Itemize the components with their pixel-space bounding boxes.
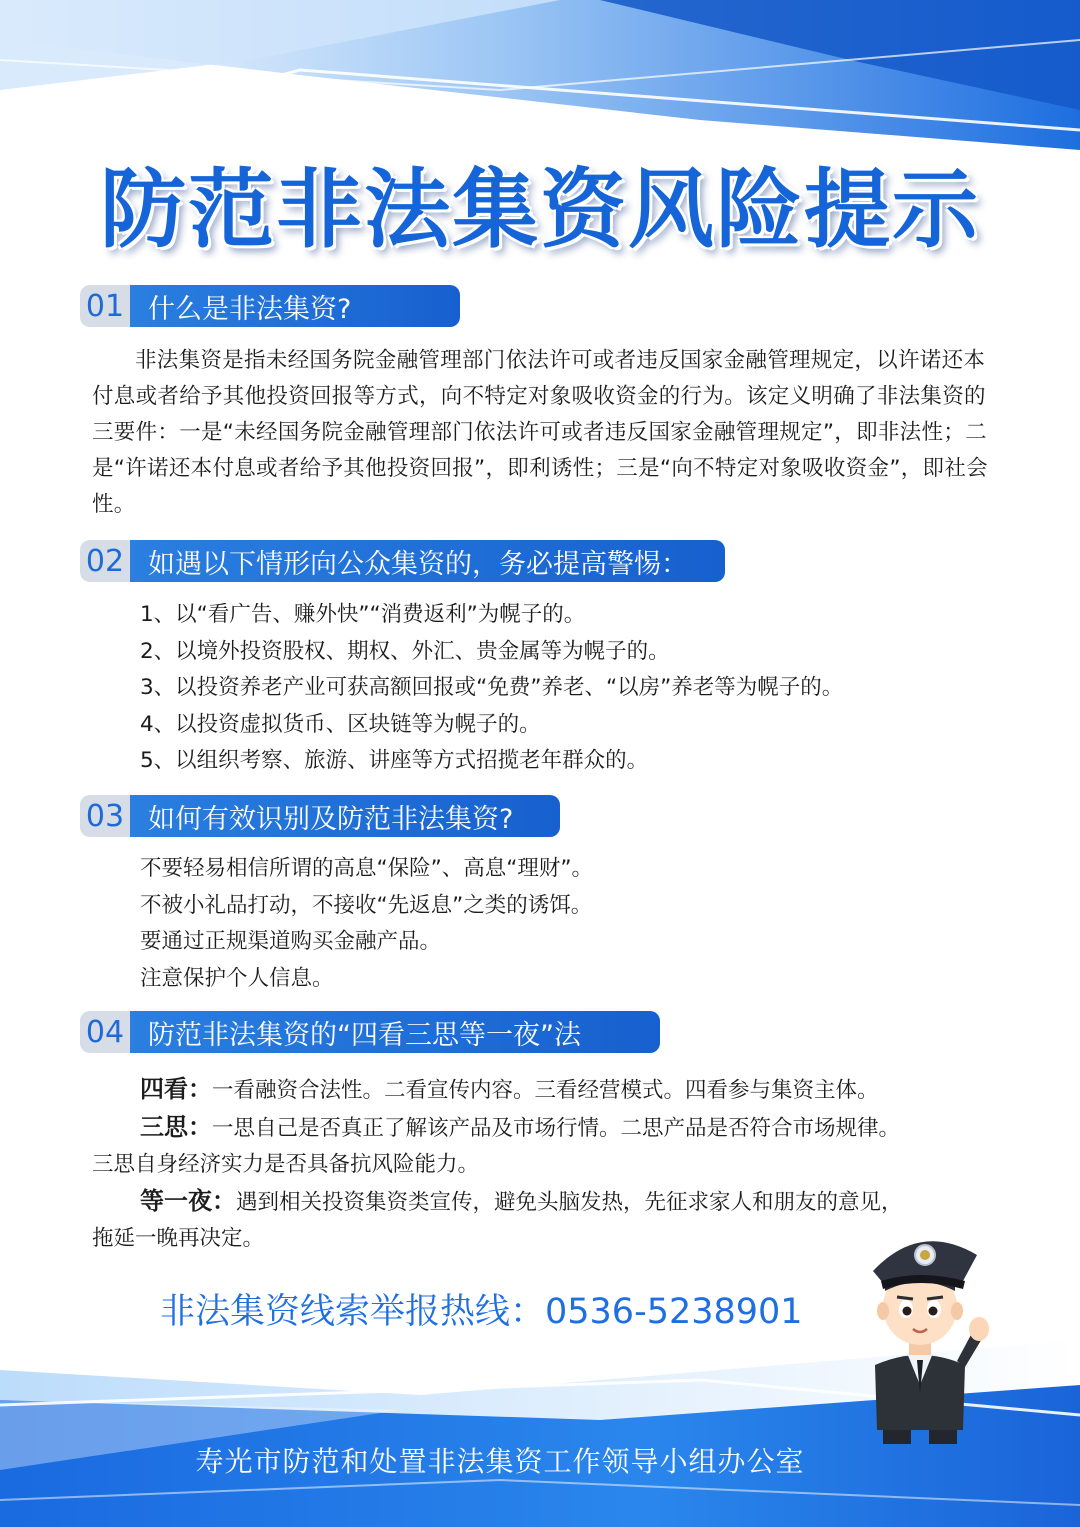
section-03-header: [80, 795, 560, 837]
wait-one-night-continuation: 拖延一晚再决定。: [92, 1226, 265, 1251]
section-heading: 如何有效识别及防范非法集资?: [130, 795, 560, 837]
section-04-header: [80, 1011, 660, 1053]
section-number: 04: [80, 1011, 130, 1053]
line-label: 三思：: [140, 1113, 212, 1141]
line-label: 等一夜：: [140, 1187, 236, 1215]
three-thinks-continuation: 三思自身经济实力是否具备抗风险能力。: [92, 1152, 480, 1177]
list-item: 3、以投资养老产业可获高额回报或“免费”养老、“以房”养老等为幌子的。: [140, 675, 844, 700]
line-label: 四看：: [140, 1075, 212, 1103]
section-02-header: [80, 540, 725, 582]
list-item: 1、以“看广告、赚外快”“消费返利”为幌子的。: [140, 602, 586, 627]
section-02-list: [140, 597, 1020, 780]
issuing-office-footer: 寿光市防范和处置非法集资工作领导小组办公室: [195, 1445, 805, 1478]
wait-one-night-line: [92, 1183, 997, 1221]
list-item: 4、以投资虚拟货币、区块链等为幌子的。: [140, 711, 541, 737]
section-01-paragraph: 非法集资是指未经国务院金融管理部门依法许可或者违反国家金融管理规定，以许诺还本付息或者给予其他投资回报等方式，向不特定对象吸收资金的行为。该定义明确了非法集资的三要件：一是“未经国务院金融管理部门依法许可或者违反国家金融管理规定”，即非法性；二是“许诺还本付息或者给予其他投资回报”，即利诱性；三是“向不特定对象吸收资金”，即社会性。: [92, 348, 988, 517]
four-looks-line: [92, 1071, 997, 1109]
section-number: 03: [80, 795, 130, 837]
list-item: 2、以境外投资股权、期权、外汇、贵金属等为幌子的。: [140, 638, 670, 664]
section-03-list: [140, 851, 1020, 997]
section-number: 01: [80, 285, 130, 327]
three-thinks-line: [92, 1109, 997, 1147]
section-heading: 什么是非法集资?: [130, 285, 460, 327]
list-item: 要通过正规渠道购买金融产品。: [140, 929, 442, 954]
section-01-header: [80, 285, 460, 327]
line-text: 一思自己是否真正了解该产品及市场行情。二思产品是否符合市场规律。: [212, 1116, 901, 1141]
section-heading: 如遇以下情形向公众集资的，务必提高警惕：: [130, 540, 725, 582]
line-text: 一看融资合法性。二看宣传内容。三看经营模式。四看参与集资主体。: [212, 1078, 879, 1103]
list-item: 5、以组织考察、旅游、讲座等方式招揽老年群众的。: [140, 748, 649, 773]
list-item: 不被小礼品打动，不接收“先返息”之类的诱饵。: [140, 892, 593, 918]
list-item: 不要轻易相信所谓的高息“保险”、高息“理财”。: [140, 856, 594, 881]
section-heading: 防范非法集资的“四看三思等一夜”法: [130, 1011, 660, 1053]
line-text: 遇到相关投资集资类宣传，避免头脑发热，先征求家人和朋友的意见，: [236, 1190, 903, 1215]
police-officer-mascot-icon: [845, 1225, 995, 1450]
page-title: 防范非法集资风险提示: [100, 160, 980, 260]
section-number: 02: [80, 540, 130, 582]
report-hotline: 非法集资线索举报热线：0536-5238901: [160, 1292, 803, 1332]
list-item: 注意保护个人信息。: [140, 965, 334, 991]
